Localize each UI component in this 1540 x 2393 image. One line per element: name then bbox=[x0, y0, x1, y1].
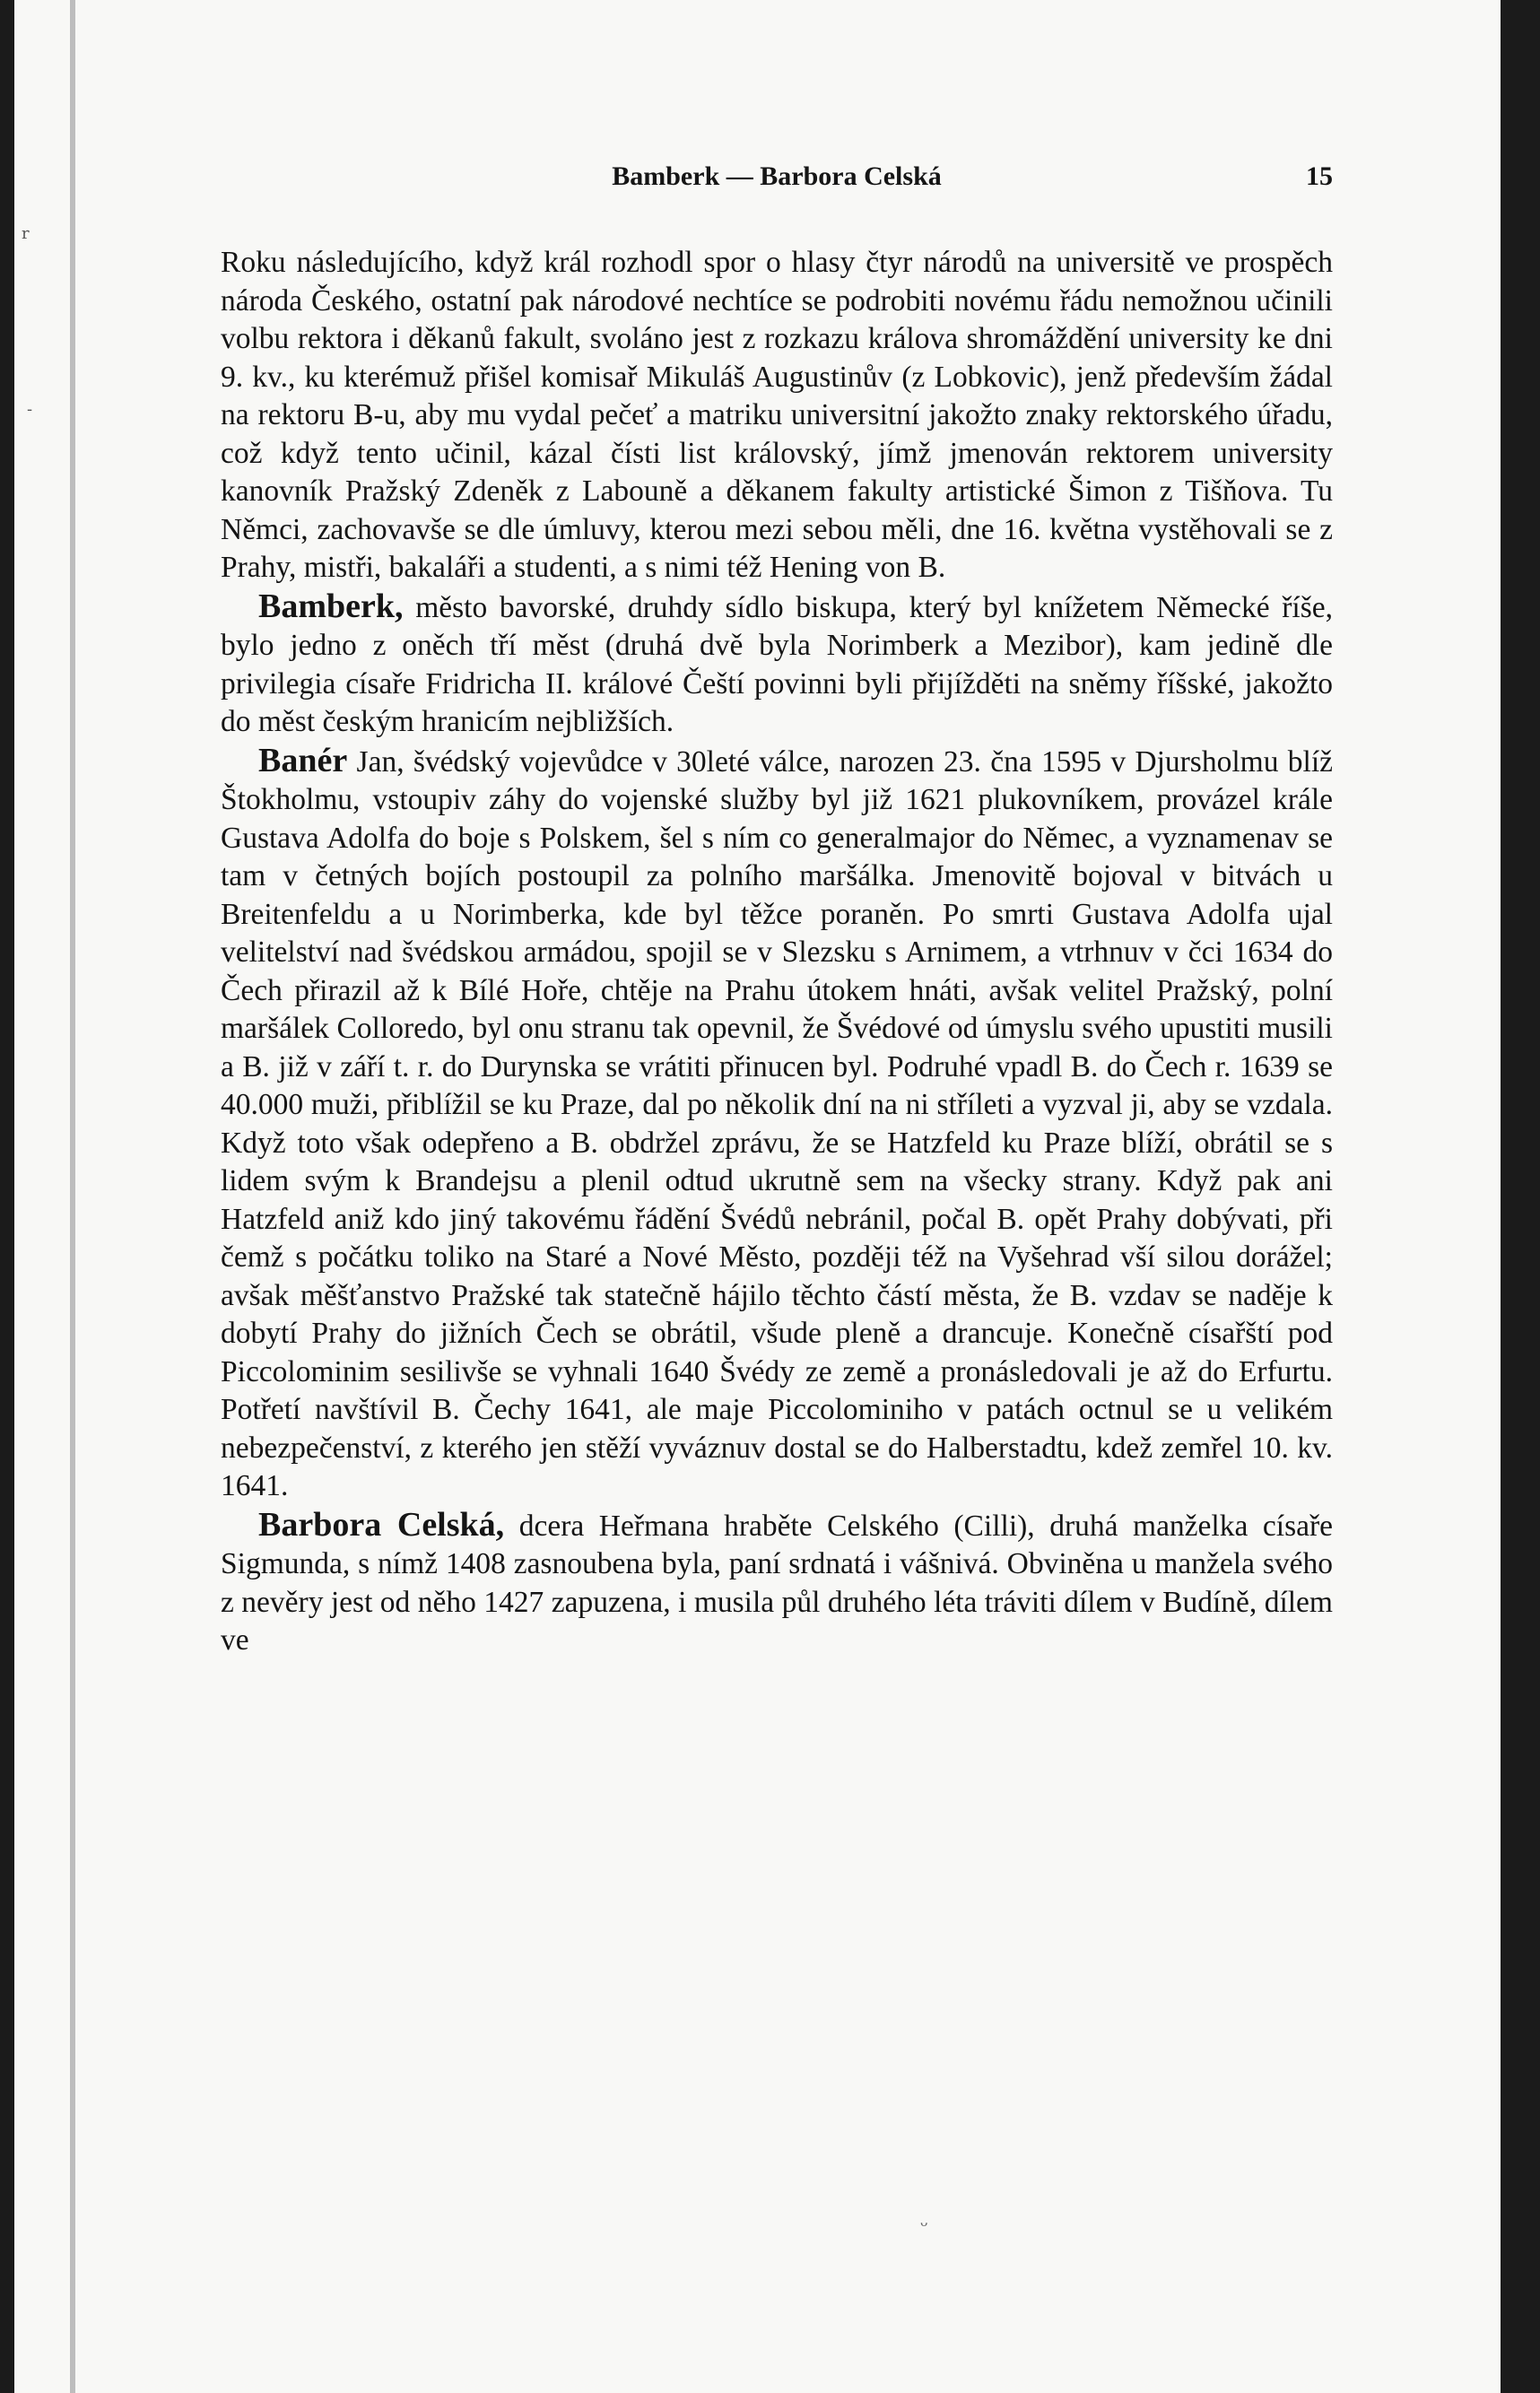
entry-barbora-celska bbox=[221, 1506, 1333, 1660]
margin-mark-top: r bbox=[22, 224, 30, 243]
continuation-paragraph bbox=[221, 244, 1333, 587]
running-head bbox=[221, 161, 1333, 210]
headword-barbora-celska: Barbora Celská, bbox=[258, 1505, 505, 1544]
page bbox=[14, 0, 1501, 2393]
binding-edge bbox=[70, 0, 75, 2393]
entry-bamberk bbox=[221, 587, 1333, 742]
margin-mark-middle: - bbox=[27, 400, 33, 419]
entry-text-barbora-celska: dcera Heřmana hraběte Celského (Cilli), druhá manželka císaře Sigmunda, s nímž 1408 zasnoubena byla, paní srdnatá i vášnivá. Obviněna u manžela svého z nevěry jest od něho 1427 zapuzena, i musila půl druhého léta tráviti dílem v Budíně, dílem ve bbox=[221, 1509, 1333, 1657]
bottom-mark: ᴗ bbox=[920, 2215, 928, 2230]
running-title: Bamberk — Barbora Celská bbox=[612, 161, 942, 191]
entry-text-bamberk: město bavorské, druhdy sídlo biskupa, který byl knížetem Německé říše, bylo jedno z oněch tří měst (druhá dvě byla Norimberk a Mezibor), kam jedině dle privilegia císaře Fridricha II. králové Čeští povinni byli přijížděti na sněmy říšské, jakožto do měst českým hranicím nejbližších. bbox=[221, 590, 1333, 738]
entry-baner bbox=[221, 742, 1333, 1506]
headword-bamberk: Bamberk, bbox=[258, 587, 404, 625]
page-number: 15 bbox=[1306, 161, 1333, 191]
entry-text-baner: Jan, švédský vojevůdce v 30leté válce, narozen 23. čna 1595 v Djursholmu blíž Štokholmu, vstoupiv záhy do vojenské služby byl již 1621 plukovníkem, provázel krále Gustava Adolfa do boje s Polskem, šel s ním co generalmajor do Němec, a vyznamenav se tam v četných bojích postoupil za polního maršálka. Jmenovitě bojoval v bitvách u Breitenfeldu a u Norimberka, kde byl těžce poraněn. Po smrti Gustava Adolfa ujal velitelství nad švédskou armádou, spojil se v Slezsku s Arnimem, a vtrhnuv v čci 1634 do Čech přirazil až k Bílé Hoře, chtěje na Prahu útokem hnáti, avšak velitel Pražský, polní maršálek Colloredo, byl onu stranu tak opevnil, že Švédové od úmyslu svého upustiti musili a B. již v září t. r. do Durynska se vrátiti přinucen byl. Podruhé vpadl B. do Čech r. 1639 se 40.000 muži, přiblížil se ku Praze, dal po několik dní na ni stříleti a vyzval ji, aby se vzdala. Když toto však odepřeno a B. obdržel zprávu, že se Hatzfeld ku Praze blíží, obrátil se s lidem svým k Brandejsu a plenil odtud ukrutně sem na všecky strany. Když pak ani Hatzfeld aniž kdo jiný takovému řádění Švédů nebránil, počal B. opět Prahy dobývati, při čemž s počátku toliko na Staré a Nové Město, později též na Vyšehrad vší silou dorážel; avšak měšťanstvo Pražské tak statečně hájilo těchto částí města, že B. vzdav se naděje k dobytí Prahy do jižních Čech se obrátil, všude pleně a drancuje. Konečně císařští pod Piccolominim sesilivše se vyhnali 1640 Švédy ze země a pronásledovali je až do Erfurtu. Potřetí navštívil B. Čechy 1641, ale maje Piccolominiho v patách octnul se u velikém nebezpečenství, z kterého jen stěží vyváznuv dostal se do Halberstadtu, kdež zemřel 10. kv. 1641. bbox=[221, 744, 1333, 1502]
paragraph-text: Roku následujícího, když král rozhodl spor o hlasy čtyr národů na universitě ve prospěch národa Českého, ostatní pak národové nechtíce se podrobiti novému řádu nemožnou učinili volbu rektora i děkanů fakult, svoláno jest z rozkazu králova shromáždění university ke dni 9. kv., ku kterémuž přišel komisař Mikuláš Augustinův (z Lobkovic), jenž především žádal na rektoru B-u, aby mu vydal pečeť a matriku universitní jakožto znaky rektorského úřadu, což když tento učinil, kázal čísti list královský, jímž jmenován rektorem university kanovník Pražský Zdeněk z Labouně a děkanem fakulty artistické Šimon z Tišňova. Tu Němci, zachovavše se dle úmluvy, kterou mezi sebou měli, dne 16. května vystěhovali se z Prahy, mistři, bakaláři a studenti, a s nimi též Hening von B. bbox=[221, 246, 1333, 584]
headword-baner: Banér bbox=[258, 741, 348, 779]
body-text bbox=[221, 244, 1333, 1660]
page-content bbox=[221, 161, 1333, 1660]
